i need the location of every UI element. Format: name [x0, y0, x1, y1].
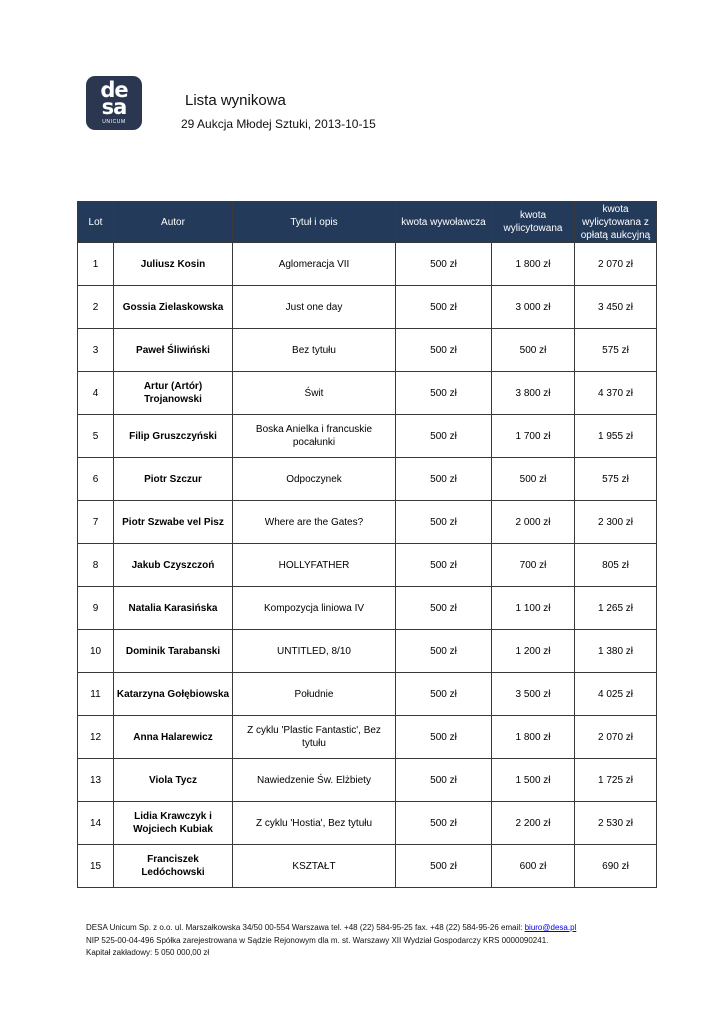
cell-author: Anna Halarewicz [114, 716, 233, 759]
cell-lot: 7 [78, 501, 114, 544]
header-total-price: kwota wylicytowana z opłatą aukcyjną [575, 202, 657, 243]
cell-lot: 2 [78, 286, 114, 329]
cell-total-price: 690 zł [575, 845, 657, 888]
table-row [78, 372, 657, 415]
cell-hammer-price: 1 800 zł [492, 716, 575, 759]
results-table [77, 201, 657, 888]
logo-text-unicum: UNICUM [102, 118, 126, 125]
table-row [78, 716, 657, 759]
cell-author: Gossia Zielaskowska [114, 286, 233, 329]
cell-title: Odpoczynek [233, 458, 396, 501]
email-link[interactable]: biuro@desa.pl [524, 923, 577, 932]
cell-total-price: 2 070 zł [575, 716, 657, 759]
cell-lot: 8 [78, 544, 114, 587]
cell-author: Natalia Karasińska [114, 587, 233, 630]
cell-lot: 3 [78, 329, 114, 372]
footer-line-registration: NIP 525-00-04-496 Spółka zarejestrowana w Sądzie Rejonowym dla m. st. Warszawy XII Wydział Gospodarczy KRS 0000090241. [86, 935, 549, 945]
cell-start-price: 500 zł [396, 286, 492, 329]
cell-lot: 4 [78, 372, 114, 415]
cell-lot: 15 [78, 845, 114, 888]
cell-hammer-price: 1 500 zł [492, 759, 575, 802]
cell-total-price: 2 300 zł [575, 501, 657, 544]
cell-author: Filip Gruszczyński [114, 415, 233, 458]
cell-lot: 1 [78, 243, 114, 286]
cell-total-price: 4 025 zł [575, 673, 657, 716]
cell-total-price: 1 380 zł [575, 630, 657, 673]
cell-author: Paweł Śliwiński [114, 329, 233, 372]
cell-start-price: 500 zł [396, 802, 492, 845]
cell-hammer-price: 1 800 zł [492, 243, 575, 286]
page-title: Lista wynikowa [185, 92, 286, 109]
cell-total-price: 1 725 zł [575, 759, 657, 802]
table-row [78, 415, 657, 458]
footer-line-capital: Kapitał zakładowy: 5 050 000,00 zł [86, 948, 210, 957]
cell-title: Aglomeracja VII [233, 243, 396, 286]
cell-start-price: 500 zł [396, 415, 492, 458]
table-row [78, 501, 657, 544]
cell-hammer-price: 2 200 zł [492, 802, 575, 845]
table-row [78, 845, 657, 888]
cell-total-price: 3 450 zł [575, 286, 657, 329]
cell-start-price: 500 zł [396, 673, 492, 716]
cell-title: HOLLYFATHER [233, 544, 396, 587]
cell-start-price: 500 zł [396, 372, 492, 415]
cell-title: Z cyklu 'Hostia', Bez tytułu [233, 802, 396, 845]
cell-start-price: 500 zł [396, 329, 492, 372]
cell-author: Artur (Artór) Trojanowski [114, 372, 233, 415]
cell-title: Just one day [233, 286, 396, 329]
cell-author: Viola Tycz [114, 759, 233, 802]
cell-author: Juliusz Kosin [114, 243, 233, 286]
logo-text-de: de [100, 77, 128, 102]
table-header-row [78, 202, 657, 243]
table-row [78, 673, 657, 716]
cell-title: Kompozycja liniowa IV [233, 587, 396, 630]
cell-hammer-price: 500 zł [492, 329, 575, 372]
cell-author: Lidia Krawczyk i Wojciech Kubiak [114, 802, 233, 845]
cell-author: Katarzyna Gołębiowska [114, 673, 233, 716]
cell-title: Południe [233, 673, 396, 716]
table-row [78, 544, 657, 587]
cell-start-price: 500 zł [396, 630, 492, 673]
cell-total-price: 1 955 zł [575, 415, 657, 458]
cell-hammer-price: 1 200 zł [492, 630, 575, 673]
cell-start-price: 500 zł [396, 243, 492, 286]
cell-start-price: 500 zł [396, 544, 492, 587]
cell-total-price: 1 265 zł [575, 587, 657, 630]
cell-hammer-price: 700 zł [492, 544, 575, 587]
table-row [78, 759, 657, 802]
cell-total-price: 4 370 zł [575, 372, 657, 415]
cell-lot: 12 [78, 716, 114, 759]
cell-start-price: 500 zł [396, 845, 492, 888]
table-row [78, 802, 657, 845]
cell-title: Nawiedzenie Św. Elżbiety [233, 759, 396, 802]
cell-lot: 13 [78, 759, 114, 802]
cell-start-price: 500 zł [396, 458, 492, 501]
cell-start-price: 500 zł [396, 501, 492, 544]
cell-title: Boska Anielka i francuskie pocałunki [233, 415, 396, 458]
cell-hammer-price: 3 000 zł [492, 286, 575, 329]
table-row [78, 243, 657, 286]
cell-total-price: 805 zł [575, 544, 657, 587]
cell-total-price: 575 zł [575, 458, 657, 501]
cell-lot: 11 [78, 673, 114, 716]
cell-hammer-price: 500 zł [492, 458, 575, 501]
company-footer [86, 922, 576, 960]
cell-lot: 6 [78, 458, 114, 501]
page-subtitle: 29 Aukcja Młodej Sztuki, 2013-10-15 [181, 117, 376, 131]
cell-title: KSZTAŁT [233, 845, 396, 888]
cell-title: UNTITLED, 8/10 [233, 630, 396, 673]
header-lot: Lot [78, 202, 114, 243]
cell-hammer-price: 2 000 zł [492, 501, 575, 544]
cell-title: Świt [233, 372, 396, 415]
cell-lot: 5 [78, 415, 114, 458]
header-start-price: kwota wywoławcza [396, 202, 492, 243]
cell-lot: 9 [78, 587, 114, 630]
cell-author: Jakub Czyszczoń [114, 544, 233, 587]
cell-total-price: 2 530 zł [575, 802, 657, 845]
table-row [78, 458, 657, 501]
cell-title: Bez tytułu [233, 329, 396, 372]
cell-hammer-price: 3 500 zł [492, 673, 575, 716]
cell-lot: 14 [78, 802, 114, 845]
footer-line-contact [86, 922, 576, 935]
logo-text-sa: sa [101, 94, 127, 119]
cell-author: Piotr Szczur [114, 458, 233, 501]
table-row [78, 630, 657, 673]
cell-hammer-price: 600 zł [492, 845, 575, 888]
table-row [78, 286, 657, 329]
cell-lot: 10 [78, 630, 114, 673]
cell-total-price: 575 zł [575, 329, 657, 372]
cell-hammer-price: 1 100 zł [492, 587, 575, 630]
header-hammer-price: kwota wylicytowana [492, 202, 575, 243]
cell-start-price: 500 zł [396, 716, 492, 759]
cell-start-price: 500 zł [396, 759, 492, 802]
cell-title: Z cyklu 'Plastic Fantastic', Bez tytułu [233, 716, 396, 759]
cell-start-price: 500 zł [396, 587, 492, 630]
cell-author: Franciszek Ledóchowski [114, 845, 233, 888]
cell-hammer-price: 1 700 zł [492, 415, 575, 458]
cell-title: Where are the Gates? [233, 501, 396, 544]
cell-author: Piotr Szwabe vel Pisz [114, 501, 233, 544]
cell-total-price: 2 070 zł [575, 243, 657, 286]
table-row [78, 587, 657, 630]
header-title: Tytuł i opis [233, 202, 396, 243]
desa-unicum-logo [86, 76, 142, 130]
table-row [78, 329, 657, 372]
cell-hammer-price: 3 800 zł [492, 372, 575, 415]
footer-contact-text: DESA Unicum Sp. z o.o. ul. Marszałkowska 34/50 00-554 Warszawa tel. +48 (22) 584-95-25 fax. +48 (22) 584-95-26 email: [86, 923, 525, 932]
cell-author: Dominik Tarabanski [114, 630, 233, 673]
header-author: Autor [114, 202, 233, 243]
